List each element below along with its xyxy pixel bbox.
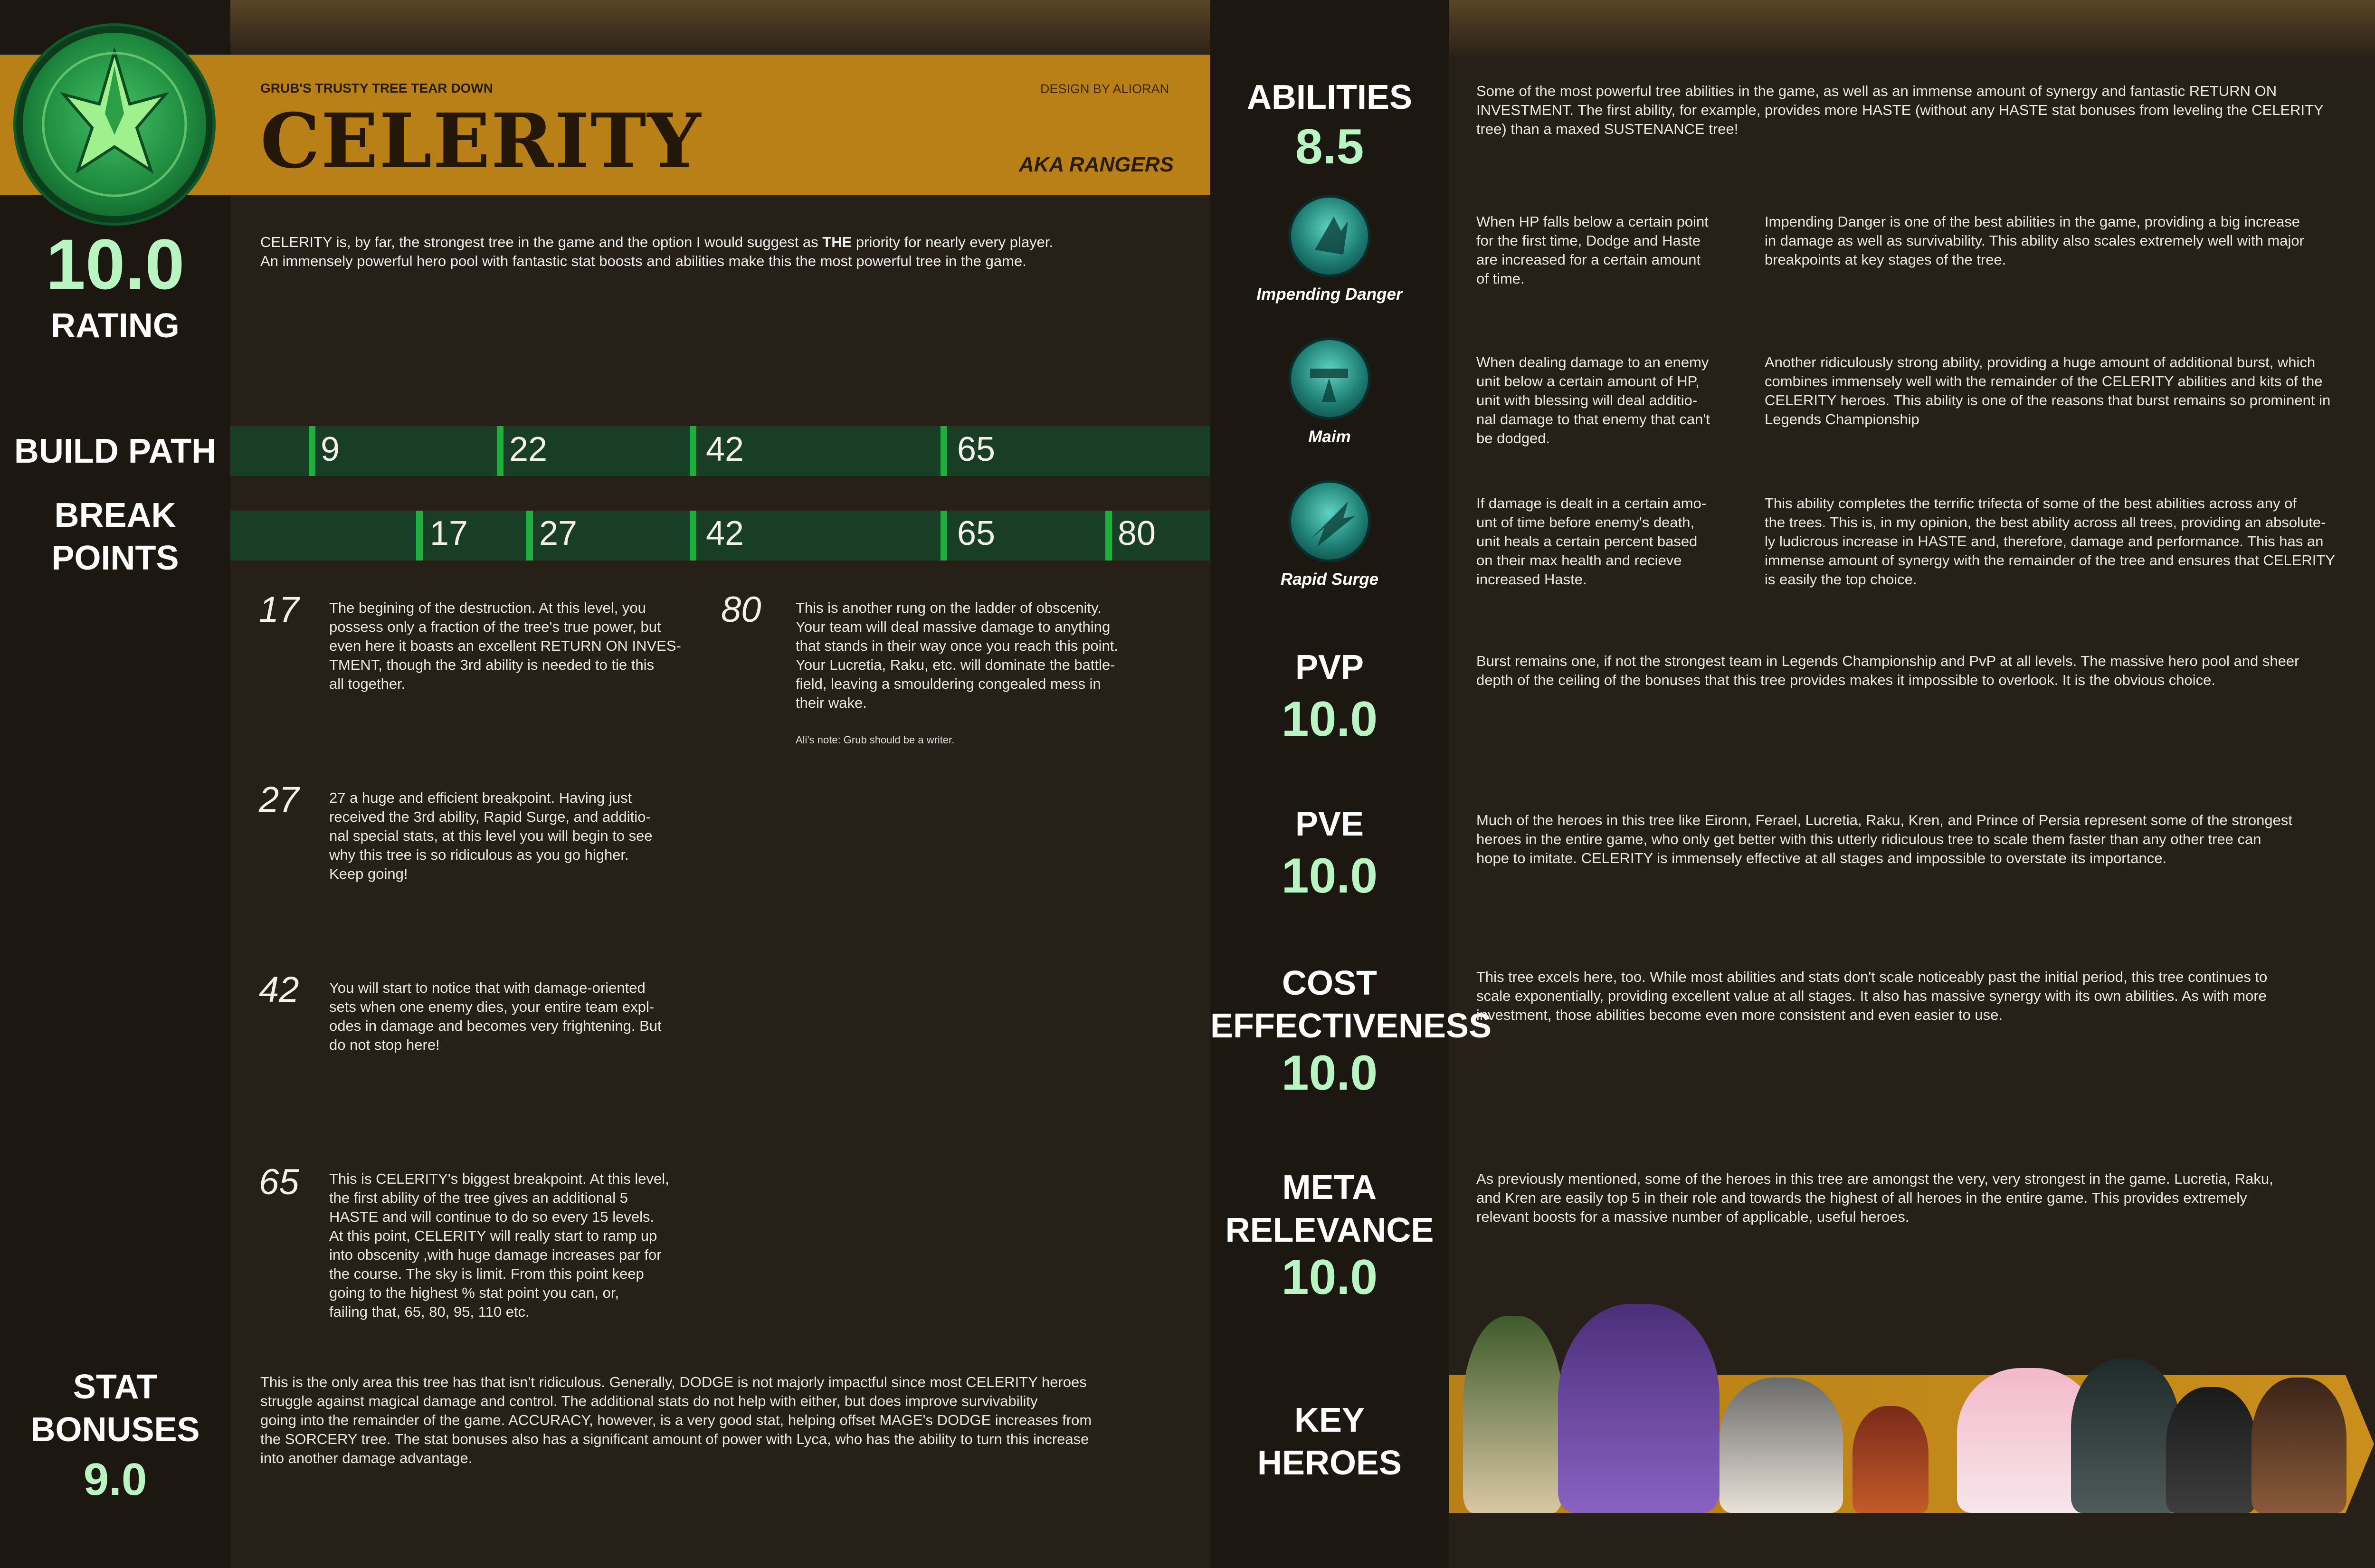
author-note: Ali's note: Grub should be a writer.: [796, 734, 955, 746]
rating-value: 10.0: [46, 224, 185, 304]
cost-effectiveness-value: 10.0: [1281, 1045, 1378, 1101]
aka-subtitle: AKA RANGERS: [1019, 153, 1174, 176]
pvp-text: Burst remains one, if not the strongest team in Legends Championship and PvP at all levels. The massive hero pool and sheer depth of the ceiling of the bonuses that this tree provides makes it impossible to overlook. It is the obvious choice.: [1476, 653, 2299, 688]
meta-relevance-value: 10.0: [1281, 1250, 1378, 1305]
raku-portrait: [1720, 1378, 1843, 1513]
break-point-tick: [690, 511, 696, 561]
pve-value: 10.0: [1281, 848, 1378, 903]
pve-text: Much of the heroes in this tree like Eironn, Ferael, Lucretia, Raku, Kren, and Prince of Persia represent some of the strongest heroes in the entire game, who only get better with this utterly ridiculous tree to scale them faster than any other tree can hope to imitate. CELERITY is immensely effective at all stages and impossible to overstate its importance.: [1476, 812, 2292, 866]
ability-name: Impending Danger: [1256, 285, 1403, 304]
top-gradient-right: [1449, 0, 2375, 57]
break-point-level: 27: [539, 514, 578, 552]
build-path-tick: [940, 426, 947, 476]
meta-relevance-label: META RELEVANCE: [1225, 1169, 1434, 1249]
break-point-level: 17: [430, 514, 468, 552]
rapid-surge-icon: [1288, 480, 1371, 562]
build-path-level: 22: [509, 430, 548, 468]
celerity-tree-emblem: [16, 26, 213, 223]
breakpoint-text-27: 27 a huge and efficient breakpoint. Having just received the 3rd ability, Rapid Surge, and additio- nal special stats, at this level you will begin to see why this tree is so ridiculous as you go higher. Keep going!: [329, 789, 653, 882]
build-path-tick: [309, 426, 315, 476]
break-point-level: 65: [957, 514, 996, 552]
break-points-label: BREAK POINTS: [51, 496, 179, 577]
hero-portrait: [2166, 1387, 2256, 1513]
arrow-right-icon: [2346, 1375, 2374, 1513]
build-path-level: 42: [706, 430, 744, 468]
ability-effect: When dealing damage to an enemy unit below a certain amount of HP, unit with blessing will deal additio- nal damage to that enemy that can't be dodged.: [1476, 354, 1710, 447]
pve-label: PVE: [1295, 805, 1364, 843]
ability-effect: When HP falls below a certain point for the first time, Dodge and Haste are increased for a certain amount of time.: [1476, 213, 1709, 287]
header-kicker: GRUB'S TRUSTY TREE TEAR DOWN: [260, 81, 493, 95]
stat-bonuses-value: 9.0: [83, 1454, 147, 1505]
impending-danger-icon: [1288, 195, 1371, 277]
key-heroes-label: KEY HEROES: [1257, 1401, 1402, 1482]
breakpoint-text-17: The begining of the destruction. At this level, you possess only a fraction of the tree's true power, but even here it boasts an excellent RETURN ON INVES- TMENT, though the 3rd ability is needed to tie this all together.: [329, 599, 681, 692]
ability-name: Maim: [1308, 428, 1351, 446]
break-point-level: 80: [1118, 514, 1156, 552]
ability-name: Rapid Surge: [1280, 570, 1379, 589]
page-title: CELERITY: [260, 97, 702, 185]
designer-credit: DESIGN BY ALIORAN: [1040, 82, 1169, 96]
intro-text: CELERITY is, by far, the strongest tree in the game and the option I would suggest as THE priority for nearly every player. An immensely powerful hero pool with fantastic stat boosts and abilities make this the most powerful tree in the game.: [260, 234, 1054, 269]
cost-effectiveness-text: This tree excels here, too. While most abilities and stats don't scale noticeably past the initial period, this tree continues to scale exponentially, providing excellent value at all stages. It also has massive synergy with its own abilities. As with more investment, those abilities become even more consistent and even easier to use.: [1476, 969, 2268, 1023]
build-path-tick: [690, 426, 696, 476]
breakpoint-level-27: 27: [259, 779, 299, 820]
meta-relevance-text: As previously mentioned, some of the heroes in this tree are amongst the very, very strongest in the game. Lucretia, Raku, and Kren are easily top 5 in their role and towards the highest of all heroes in the entire game. This provides extremely relevant boosts for a massive number of applicable, useful heroes.: [1476, 1170, 2273, 1225]
lyca-portrait: [2071, 1359, 2180, 1513]
breakpoint-text-80: This is another rung on the ladder of obscenity. Your team will deal massive damage to anything that stands in their way once you reach this point. Your Lucretia, Raku, etc. will dominate the battle- field, leaving a smouldering congealed mess in their wake.: [796, 599, 1118, 711]
break-point-tick: [526, 511, 533, 561]
lucretia-portrait: [1558, 1304, 1720, 1513]
prince-of-persia-portrait: [2252, 1378, 2346, 1513]
breakpoint-text-42: You will start to notice that with damage-oriented sets when one enemy dies, your entire team expl- odes in damage and becomes very frightening. But do not stop here!: [329, 979, 662, 1053]
build-path-tick: [497, 426, 504, 476]
stat-bonuses-label: STAT BONUSES: [30, 1368, 200, 1449]
break-point-tick: [940, 511, 947, 561]
build-path-level: 65: [957, 430, 996, 468]
break-point-level: 42: [706, 514, 744, 552]
rating-label: RATING: [51, 307, 180, 345]
top-gradient: [230, 0, 1210, 57]
break-point-tick: [1105, 511, 1112, 561]
abilities-value: 8.5: [1295, 119, 1364, 174]
break-point-tick: [416, 511, 423, 561]
breakpoint-level-42: 42: [259, 969, 299, 1010]
pvp-value: 10.0: [1281, 692, 1378, 747]
cost-effectiveness-label: COST EFFECTIVENESS: [1210, 964, 1492, 1045]
maim-icon: [1288, 337, 1371, 420]
build-path-level: 9: [321, 430, 340, 468]
abilities-label: ABILITIES: [1246, 78, 1412, 116]
kren-portrait: [1852, 1406, 1928, 1513]
ability-comment: Impending Danger is one of the best abilities in the game, providing a big increase in damage as well as survivability. This ability also scales extremely well with major breakpoints at key stages of the tree.: [1765, 213, 2304, 268]
build-path-label: BUILD PATH: [14, 432, 217, 470]
ability-comment: Another ridiculously strong ability, providing a huge amount of additional burst, which combines immensely well with the remainder of the CELERITY abilities and kits of the CELERITY heroes. This ability is one of the reasons that burst remains so prominent in Legends Championship: [1765, 354, 2331, 428]
pvp-label: PVP: [1295, 648, 1364, 686]
ability-comment: This ability completes the terrific trifecta of some of the best abilities across any of the trees. This is, in my opinion, the best ability across all trees, providing an absolute- ly ludicrous increase in HASTE and, therefore, damage and performance. This has an immense amount of synergy with the remainder of the tree and ensures that CELERITY is easily the top choice.: [1765, 495, 2335, 588]
breakpoint-level-65: 65: [259, 1162, 299, 1202]
abilities-summary: Some of the most powerful tree abilities in the game, as well as an immense amount of synergy and fantastic RETURN ON INVESTMENT. The first ability, for example, provides more HASTE (without any HASTE stat bonuses from leveling the CELERITY tree) than a maxed SUSTENANCE tree!: [1476, 83, 2324, 137]
stat-bonuses-text: This is the only area this tree has that isn't ridiculous. Generally, DODGE is not majorly impactful since most CELERITY heroes struggle against magical damage and control. The additional stats do not help with either, but does improve survivability going into the remainder of the game. ACCURACY, however, is a very good stat, helping offset MAGE's DODGE increases from the SORCERY tree. The stat bonuses also has a significant amount of power with Lyca, who has the ability to turn this increase into another damage advantage.: [260, 1374, 1092, 1466]
eironn-portrait: [1463, 1316, 1563, 1513]
breakpoint-text-65: This is CELERITY's biggest breakpoint. At this level, the first ability of the tree gives an additional 5 HASTE and will continue to do so every 15 levels. At this point, CELERITY will really start to ramp up into obscenity ,with huge damage increases par for the course. The sky is limit. From this point keep going to the highest % stat point you can, or, failing that, 65, 80, 95, 110 etc.: [329, 1170, 669, 1320]
breakpoint-level-17: 17: [259, 589, 299, 630]
breakpoint-level-80: 80: [721, 589, 761, 630]
tree-emblem-icon: [23, 33, 206, 216]
ability-effect: If damage is dealt in a certain amo- unt of time before enemy's death, unit heals a certain percent based on their max health and recieve increased Haste.: [1476, 495, 1707, 588]
